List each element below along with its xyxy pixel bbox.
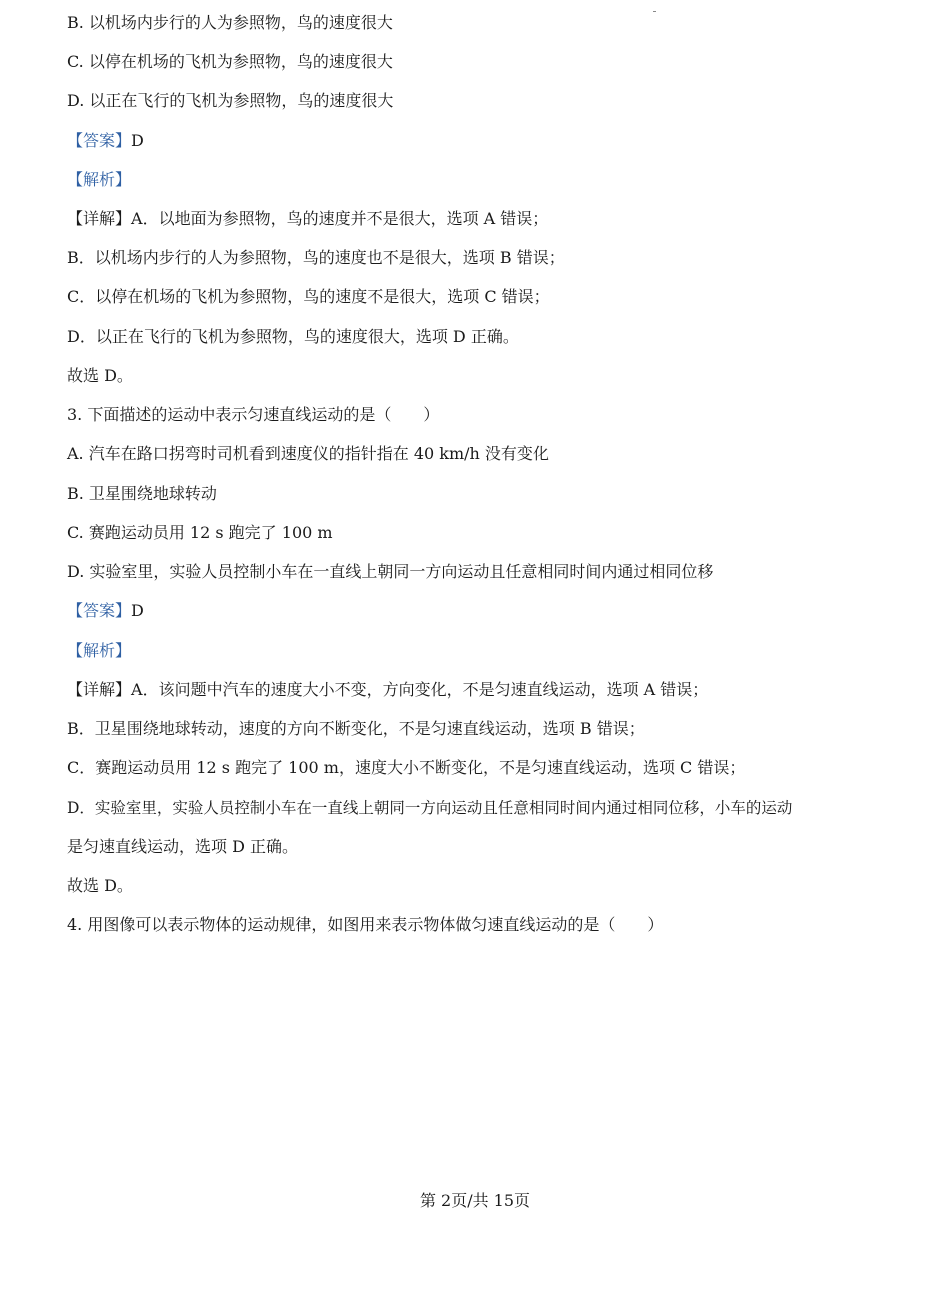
analysis-tag: 【解析】	[67, 641, 132, 660]
detail-line-c-q3: C．赛跑运动员用 12 s 跑完了 100 m，速度大小不断变化，不是匀速直线运动，选项 C 错误；	[67, 758, 746, 777]
answer-tag: 【答案】	[67, 131, 132, 150]
analysis-line-q3	[67, 640, 131, 662]
detail-text: A．该问题中汽车的速度大小不变，方向变化，不是匀速直线运动，选项 A 错误；	[131, 680, 709, 699]
answer-line-q2	[67, 130, 144, 152]
answer-line-q3	[67, 600, 144, 622]
detail-line-b-q3: B．卫星围绕地球转动，速度的方向不断变化，不是匀速直线运动，选项 B 错误；	[67, 719, 645, 738]
answer-tag: 【答案】	[67, 601, 132, 620]
conclusion-q2: 故选 D。	[67, 366, 133, 385]
question-3: 3. 下面描述的运动中表示匀速直线运动的是（ ）	[67, 405, 440, 424]
option-b-q3: B. 卫星围绕地球转动	[67, 484, 217, 503]
option-c-q3: C. 赛跑运动员用 12 s 跑完了 100 m	[67, 523, 333, 542]
option-b-q2: B. 以机场内步行的人为参照物，鸟的速度很大	[67, 13, 393, 32]
detail-text: A．以地面为参照物，鸟的速度并不是很大，选项 A 错误；	[131, 209, 549, 228]
option-a-q3: A. 汽车在路口拐弯时司机看到速度仪的指针指在 40 km/h 没有变化	[67, 444, 549, 463]
detail-line-c-q2: C．以停在机场的飞机为参照物，鸟的速度不是很大，选项 C 错误；	[67, 287, 550, 306]
detail-tag: 【详解】	[67, 680, 132, 699]
detail-line-b-q2: B．以机场内步行的人为参照物，鸟的速度也不是很大，选项 B 错误；	[67, 248, 565, 267]
analysis-tag: 【解析】	[67, 170, 132, 189]
stray-mark	[653, 11, 656, 12]
conclusion-q3: 故选 D。	[67, 876, 133, 895]
detail-line-d-q3-cont: 是匀速直线运动，选项 D 正确。	[67, 837, 299, 856]
detail-line-a-q2	[67, 208, 548, 230]
detail-line-d-q2: D．以正在飞行的飞机为参照物，鸟的速度很大，选项 D 正确。	[67, 327, 519, 346]
page-number: 第 2页/共 15页	[419, 1191, 531, 1210]
detail-line-d-q3: D．实验室里，实验人员控制小车在一直线上朝同一方向运动且任意相同时间内通过相同位移，小车的运动	[67, 799, 793, 817]
analysis-line-q2	[67, 169, 131, 191]
option-c-q2: C. 以停在机场的飞机为参照物，鸟的速度很大	[67, 52, 393, 71]
detail-tag: 【详解】	[67, 209, 132, 228]
option-d-q2: D. 以正在飞行的飞机为参照物，鸟的速度很大	[67, 91, 394, 110]
option-d-q3: D. 实验室里，实验人员控制小车在一直线上朝同一方向运动且任意相同时间内通过相同位移	[67, 562, 714, 581]
question-4: 4. 用图像可以表示物体的运动规律，如图用来表示物体做匀速直线运动的是（ ）	[67, 915, 664, 934]
answer-value: D	[131, 131, 144, 150]
detail-line-a-q3	[67, 679, 708, 701]
answer-value: D	[131, 601, 144, 620]
